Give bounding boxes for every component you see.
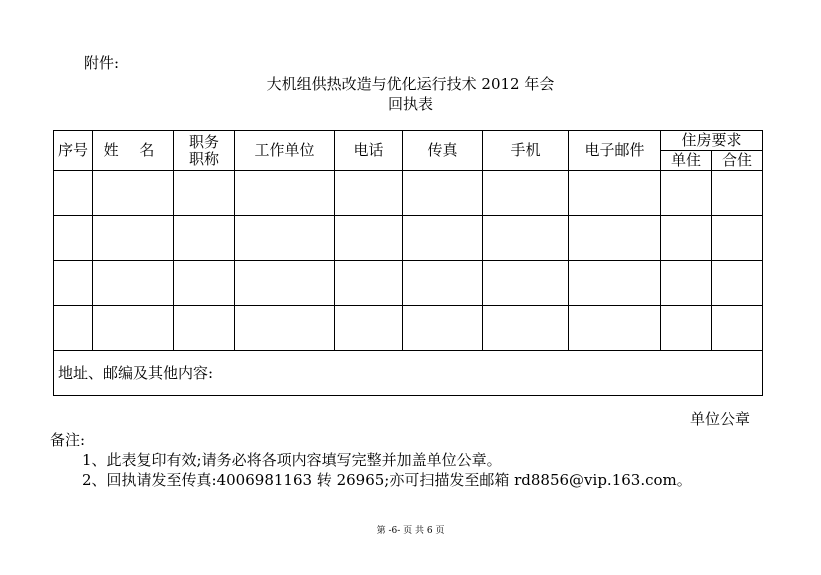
cell-mobile[interactable] [483,216,569,261]
note-item-1: 1、此表复印有效;请务必将各项内容填写完整并加盖单位公章。 [82,451,502,469]
cell-phone[interactable] [335,306,403,351]
header-fax: 传真 [403,131,483,171]
header-name [93,131,174,171]
document-title: 大机组供热改造与优化运行技术 2012 年会 [266,75,555,93]
header-housing-shared: 合住 [712,151,763,171]
header-name-text: 姓 名 [103,141,163,159]
attachment-label: 附件: [84,54,120,72]
cell-fax[interactable] [403,306,483,351]
header-housing-single: 单住 [661,151,712,171]
document-subtitle: 回执表 [387,95,433,113]
registration-form-table [53,130,763,396]
cell-housing-single[interactable] [661,261,712,306]
cell-position[interactable] [174,261,235,306]
table-row [54,261,763,306]
header-position-line1: 职务 [188,132,219,151]
cell-mobile[interactable] [483,261,569,306]
cell-email[interactable] [569,306,661,351]
header-position [174,131,235,171]
cell-name[interactable] [93,306,174,351]
cell-housing-shared[interactable] [712,306,763,351]
cell-mobile[interactable] [483,306,569,351]
cell-phone[interactable] [335,171,403,216]
address-cell[interactable]: 地址、邮编及其他内容: [54,351,763,396]
cell-phone[interactable] [335,216,403,261]
cell-housing-shared[interactable] [712,171,763,216]
cell-phone[interactable] [335,261,403,306]
table-row [54,216,763,261]
cell-name[interactable] [93,261,174,306]
header-phone: 电话 [335,131,403,171]
cell-housing-shared[interactable] [712,216,763,261]
cell-position[interactable] [174,171,235,216]
header-seq: 序号 [54,131,93,171]
cell-employer[interactable] [235,216,335,261]
cell-name[interactable] [93,216,174,261]
cell-position[interactable] [174,216,235,261]
cell-seq[interactable] [54,261,93,306]
cell-email[interactable] [569,216,661,261]
page-footer: 第 -6- 页 共 6 页 [376,526,445,536]
header-email: 电子邮件 [569,131,661,171]
header-row [54,131,763,151]
cell-housing-single[interactable] [661,171,712,216]
cell-mobile[interactable] [483,171,569,216]
cell-email[interactable] [569,171,661,216]
cell-employer[interactable] [235,171,335,216]
table-row [54,306,763,351]
header-mobile: 手机 [483,131,569,171]
header-position-line2: 职称 [188,149,219,168]
note-item-2: 2、回执请发至传真:4006981163 转 26965;亦可扫描发至邮箱 rd8856@vip.163.com。 [82,471,692,489]
stamp-label: 单位公章 [690,410,751,428]
table-row [54,171,763,216]
cell-fax[interactable] [403,216,483,261]
notes-label: 备注: [50,431,86,449]
cell-seq[interactable] [54,171,93,216]
cell-housing-shared[interactable] [712,261,763,306]
cell-employer[interactable] [235,306,335,351]
cell-housing-single[interactable] [661,306,712,351]
header-housing: 住房要求 [661,131,763,151]
cell-name[interactable] [93,171,174,216]
cell-seq[interactable] [54,216,93,261]
cell-seq[interactable] [54,306,93,351]
cell-email[interactable] [569,261,661,306]
cell-fax[interactable] [403,171,483,216]
cell-housing-single[interactable] [661,216,712,261]
header-employer: 工作单位 [235,131,335,171]
cell-position[interactable] [174,306,235,351]
address-row [54,351,763,396]
cell-fax[interactable] [403,261,483,306]
cell-employer[interactable] [235,261,335,306]
